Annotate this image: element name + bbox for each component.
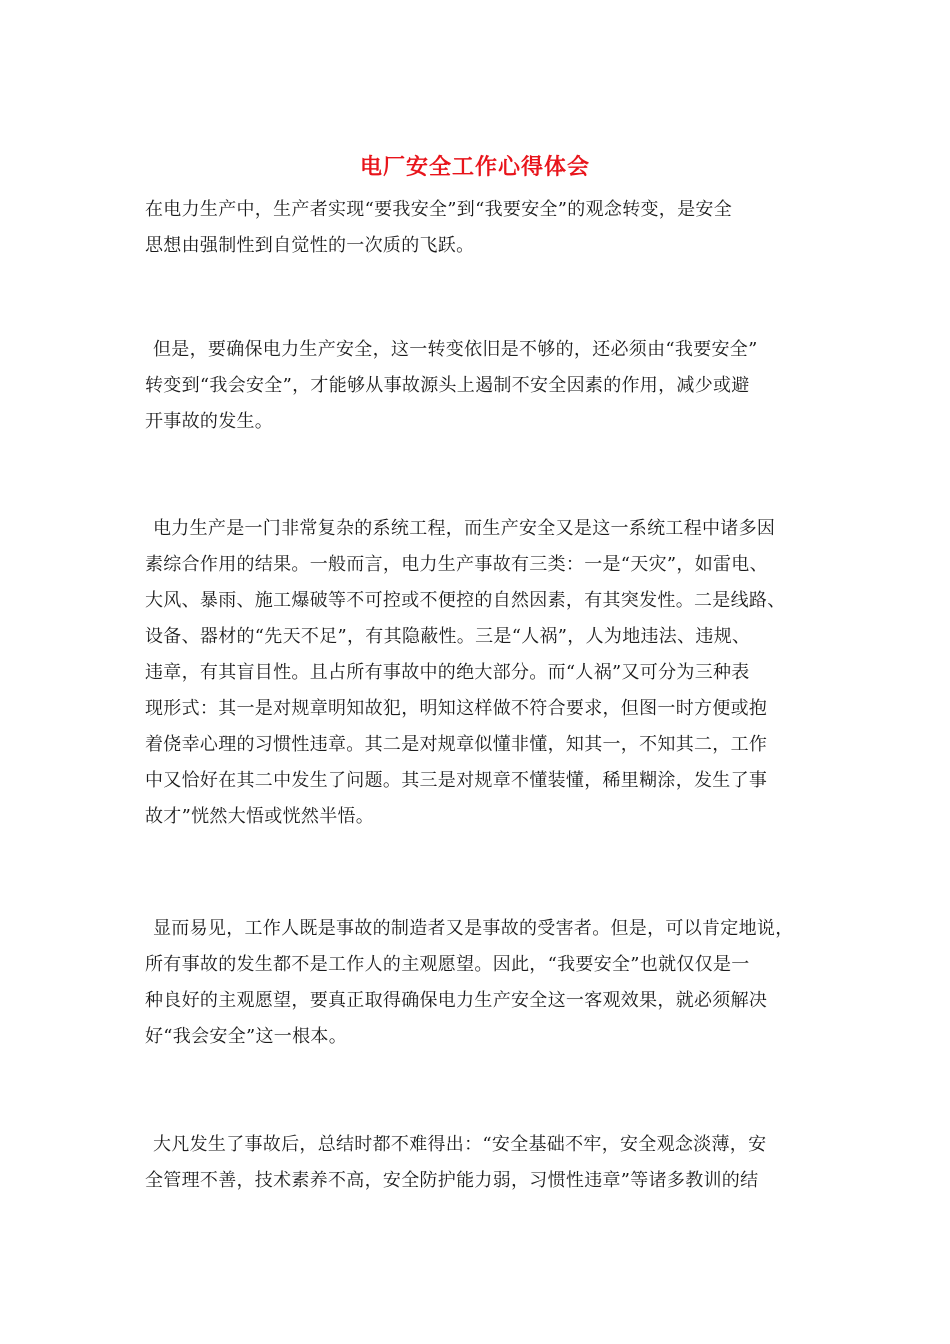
paragraph-4 [145,911,810,1055]
paragraph-2 [145,332,810,440]
paragraph-line: 违章，有其盲目性。且占所有事故中的绝大部分。而“人祸”又可分为三种表 [145,662,750,683]
paragraph-line: 大风、暴雨、施工爆破等不可控或不便控的自然因素，有其突发性。二是线路、 [145,590,786,611]
paragraph-line: 着侥幸心理的习惯性违章。其二是对规章似懂非懂，知其一，不知其二，工作 [145,734,768,755]
paragraph-line: 现形式：其一是对规章明知故犯，明知这样做不符合要求，但图一时方便或抱 [145,698,768,719]
paragraph-line: 但是，要确保电力生产安全，这一转变依旧是不够的，还必须由“我要安全” [153,339,758,360]
paragraph-line: 显而易见，工作人既是事故的制造者又是事故的受害者。但是，可以肯定地说， [153,918,794,939]
paragraph-line: 种良好的主观愿望，要真正取得确保电力生产安全这一客观效果，就必须解决 [145,990,768,1011]
document-title: 电厂安全工作心得体会 [359,154,590,180]
paragraph-3 [145,511,810,835]
paragraph-line: 设备、器材的“先天不足”，有其隐蔽性。三是“人祸”，人为地违法、违规、 [145,626,751,647]
paragraph-line: 大凡发生了事故后，总结时都不难得出：“安全基础不牢，安全观念淡薄，安 [153,1134,767,1155]
paragraph-5 [145,1127,810,1199]
paragraph-line: 所有事故的发生都不是工作人的主观愿望。因此，“我要安全”也就仅仅是一 [145,954,750,975]
paragraph-line: 好“我会安全”这一根本。 [145,1026,348,1047]
paragraph-line: 电力生产是一门非常复杂的系统工程，而生产安全又是这一系统工程中诸多因 [153,518,776,539]
paragraph-line: 全管理不善，技术素养不高，安全防护能力弱，习惯性违章”等诸多教训的结 [145,1170,759,1191]
paragraph-line: 中又恰好在其二中发生了问题。其三是对规章不懂装懂，稀里糊涂，发生了事 [145,770,768,791]
paragraph-1 [145,192,810,264]
paragraph-line: 开事故的发生。 [145,411,274,432]
paragraph-line: 转变到“我会安全”，才能够从事故源头上遏制不安全因素的作用，减少或避 [145,375,750,396]
paragraph-line: 素综合作用的结果。一般而言，电力生产事故有三类：一是“天灾”，如雷电、 [145,554,768,575]
paragraph-line: 故才”恍然大悟或恍然半悟。 [145,806,375,827]
paragraph-line: 在电力生产中，生产者实现“要我安全”到“我要安全”的观念转变，是安全 [145,199,733,220]
paragraph-line: 思想由强制性到自觉性的一次质的飞跃。 [145,235,475,256]
